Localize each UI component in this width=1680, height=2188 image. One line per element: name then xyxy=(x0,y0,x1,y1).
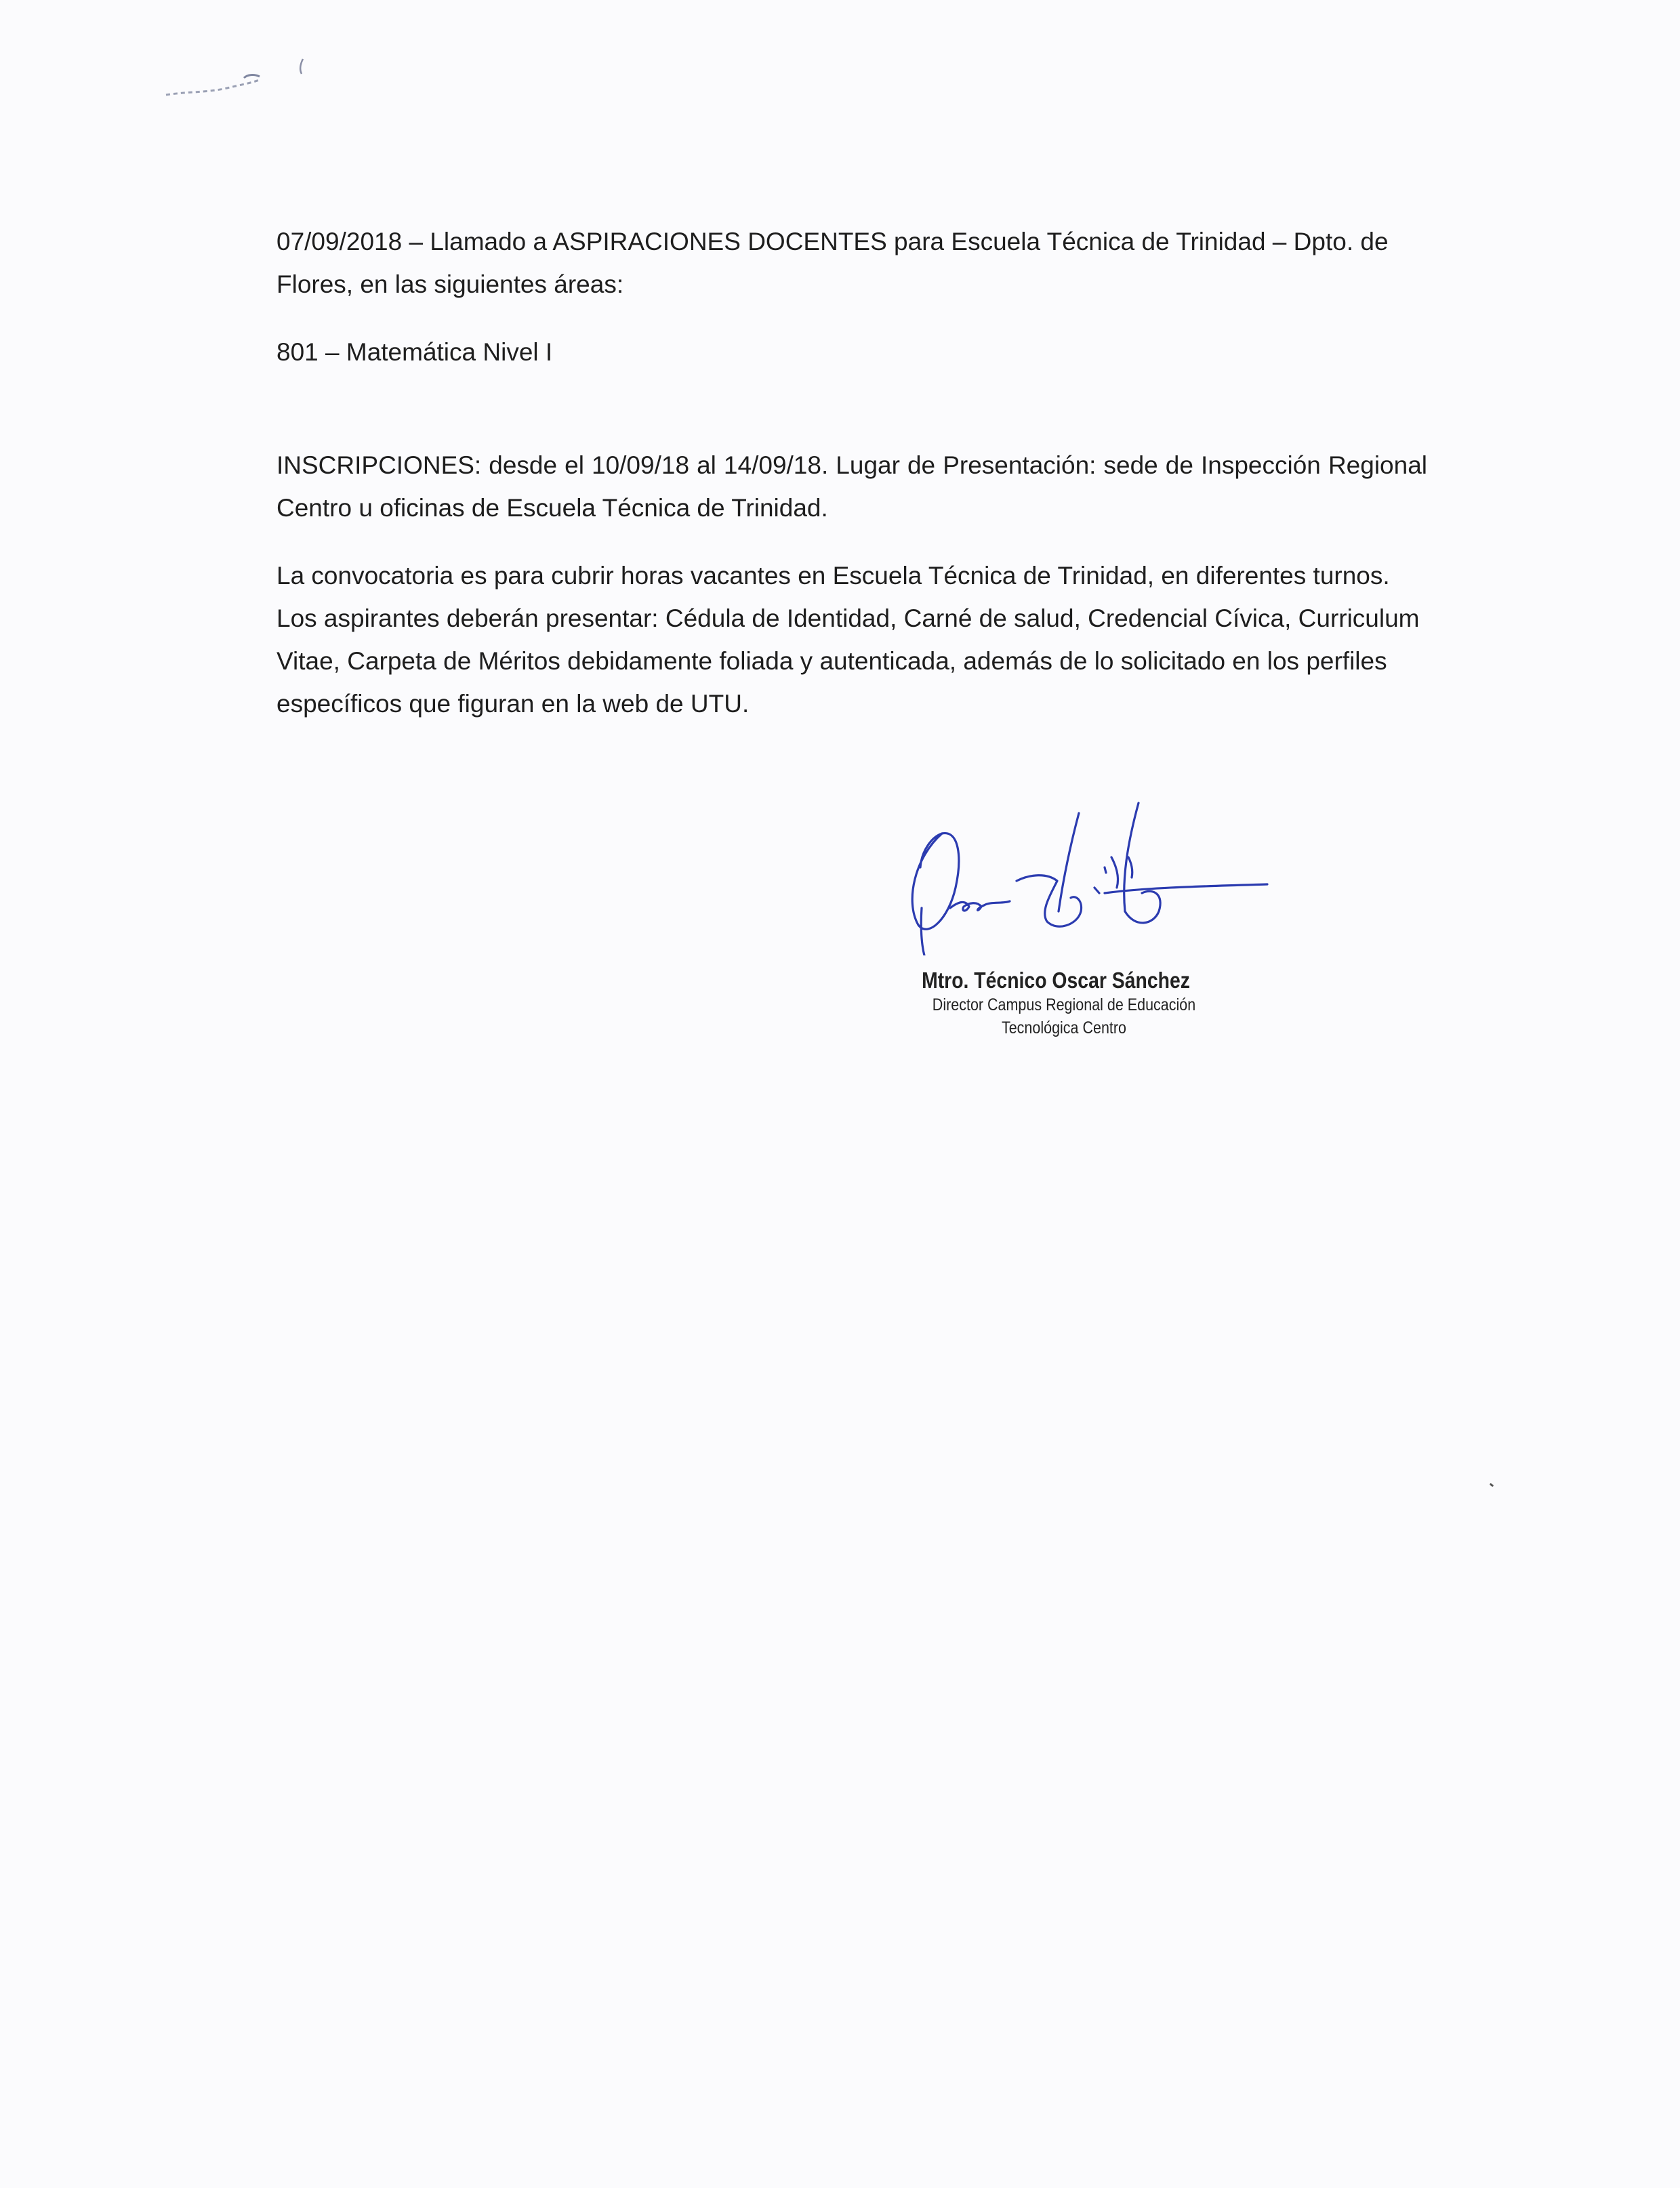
area-item: 801 – Matemática Nivel I xyxy=(276,338,553,366)
stamp-role-line2: Tecnológica Centro xyxy=(1001,1018,1127,1037)
convocatoria-paragraph: La convocatoria es para cubrir horas vacantes en Escuela Técnica de Trinidad, en diferentes turnos. Los aspirantes deberán presentar: Cédula de Identidad, Carné de salud, Credencial Cívica, Curriculum Vitae, Carpeta de Méritos debidamente foliada y autenticada, además de lo solicitado en los perfiles específicos que figuran en la web de UTU. xyxy=(276,562,1420,718)
announcement-intro: 07/09/2018 – Llamado a ASPIRACIONES DOCENTES para Escuela Técnica de Trinidad – Dpto. de Flores, en las siguientes áreas: xyxy=(276,228,1389,298)
scan-artifact-mark xyxy=(159,58,322,112)
stamp-role-line1: Director Campus Regional de Educación xyxy=(932,995,1196,1014)
stamp-name: Mtro. Técnico Oscar Sánchez xyxy=(922,968,1190,993)
signature-stamp xyxy=(908,968,1220,1039)
inscripciones-paragraph: INSCRIPCIONES: desde el 10/09/18 al 14/09/18. Lugar de Presentación: sede de Inspección Regional Centro u oficinas de Escuela Técnica de Trinidad. xyxy=(276,451,1427,522)
scan-speck xyxy=(1490,1483,1494,1487)
handwritten-signature xyxy=(901,793,1281,955)
